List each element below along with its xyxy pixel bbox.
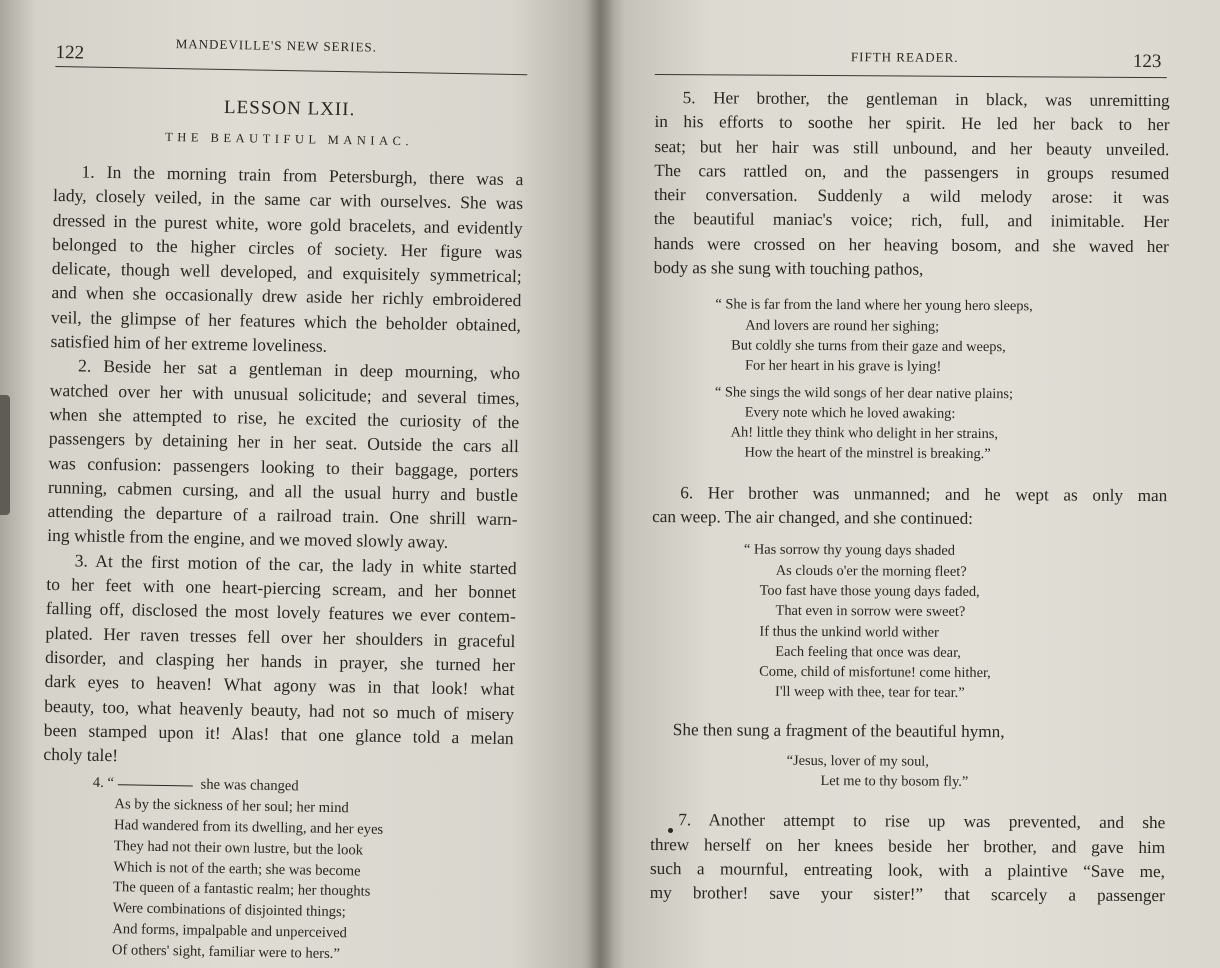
text-line: choly tale! xyxy=(43,744,119,766)
text-line: the beautiful maniac's voice; rich, full, and inimitable. Her xyxy=(653,209,1169,232)
paragraph-2 xyxy=(47,353,520,556)
text-line: 7. Another attempt to rise up was prevented, and she xyxy=(678,810,1166,833)
poem-line: Each feeling that once was dear, xyxy=(775,643,961,661)
poem-c xyxy=(743,540,1167,705)
poem-line: Ah! little they think who delight in her strains, xyxy=(730,424,999,443)
paragraph-7 xyxy=(650,808,1166,908)
poem-line: That even in sorrow were sweet? xyxy=(775,602,966,621)
poem-line: “ Has sorrow thy young days shaded xyxy=(743,541,955,560)
poem-4 xyxy=(40,772,513,967)
poem-line: “Jesus, lover of my soul, xyxy=(786,752,929,770)
text-line: and when she occasionally drew aside her richly embroidered xyxy=(51,282,522,311)
text-line: running, cabmen cursing, and all the usual hurry and bustle xyxy=(47,476,519,505)
text-line: 2. Beside her sat a gentleman in deep mourning, who xyxy=(77,355,521,384)
em-dash-rule xyxy=(118,784,193,786)
poem-line: Which is not of the earth; she was become xyxy=(113,858,361,880)
poem-line: For her heart in his grave is lying! xyxy=(744,357,942,376)
poem-line: “ She sings the wild songs of her dear native plains; xyxy=(714,383,1014,402)
poem-line: And lovers are round her sighing; xyxy=(745,317,940,335)
text-line: can weep. The air changed, and she continued: xyxy=(652,507,974,528)
poem-line: As by the sickness of her soul; her mind xyxy=(114,796,349,817)
text-line: 3. At the first motion of the car, the lady in white started xyxy=(74,550,517,578)
right-running-title: FIFTH READER. xyxy=(850,49,959,65)
text-line: falling off, disclosed the most lovely features we ever contem- xyxy=(45,598,517,627)
lesson-subtitle: THE BEAUTIFUL MANIAC. xyxy=(165,129,414,149)
poem-line: They had not their own lustre, but the look xyxy=(113,837,364,859)
poem-d xyxy=(786,751,1165,794)
text-line: was confusion: passengers looking to their baggage, porters xyxy=(48,452,519,481)
ink-speck xyxy=(668,828,673,833)
text-line: 1. In the morning train from Petersburgh, there was a xyxy=(81,161,524,190)
text-line: veil, the glimpse of her features which the beholder obtained, xyxy=(50,306,522,335)
right-page-content xyxy=(650,46,1170,909)
poem-line: But coldly she turns from their gaze and weeps, xyxy=(731,337,1006,356)
text-line: been stamped upon it! Alas! that one glance told a melan xyxy=(43,719,514,748)
page-clip xyxy=(0,395,10,515)
paragraph-1 xyxy=(50,159,523,362)
text-line: disorder, and clasping her hands in prayer, she turned her xyxy=(44,646,516,676)
text-line: beauty, too, what heavenly beauty, had not so much of misery xyxy=(44,695,515,724)
text-line: ing whistle from the engine, and we moved slowly away. xyxy=(47,525,449,553)
poem-line: Every note which he loved awaking: xyxy=(744,404,956,422)
text-line: dressed in the purest white, wore gold bracelets, and evidently xyxy=(52,209,523,238)
paragraph-3 xyxy=(43,548,517,775)
text-line: delicate, though well developed, and exquisitely symmetrical; xyxy=(51,258,522,287)
paragraph-6 xyxy=(652,481,1167,533)
poem-line: The queen of a fantastic realm; her thoughts xyxy=(112,879,371,901)
text-line: such a mournful, entreating look, with a plaintive “Save me, xyxy=(649,858,1166,882)
poem-b xyxy=(714,382,1167,466)
poem-line: Come, child of misfortune! come hither, xyxy=(759,663,991,682)
text-line: their conversation. Suddenly a wild melody arose: it was xyxy=(654,185,1170,208)
text-line: to her feet with one heart-piercing scream, and her bonnet xyxy=(46,573,517,603)
left-page-number: 122 xyxy=(55,41,85,64)
text-line: in his efforts to soothe her spirit. He led her back to her xyxy=(654,112,1170,135)
text-line: satisfied him of her extreme loveliness. xyxy=(50,331,328,356)
text-line: threw herself on her knees beside her brother, and gave him xyxy=(650,834,1166,857)
text-line: my brother! save your sister!” that scarcely a passenger xyxy=(649,883,1165,906)
book-gutter xyxy=(588,0,614,968)
poem-a xyxy=(715,295,1168,379)
right-page-number: 123 xyxy=(1132,50,1162,73)
poem-line: “ She is far from the land where her young hero sleeps, xyxy=(715,296,1033,315)
text-line: 5. Her brother, the gentleman in black, was unremitting xyxy=(682,88,1170,111)
poem-line: How the heart of the minstrel is breaking.” xyxy=(744,445,991,463)
paragraph-5 xyxy=(654,86,1170,284)
text-line: The cars rattled on, and the passengers in groups resumed xyxy=(654,160,1170,184)
text-line: passengers by detaining her in her seat. Outside the cars all xyxy=(48,428,519,457)
left-page-content xyxy=(40,30,526,968)
hymn-intro: She then sung a fragment of the beautiful hymn, xyxy=(672,719,1005,741)
poem-line: Too fast have those young days faded, xyxy=(759,582,980,600)
poem-line: As clouds o'er the morning fleet? xyxy=(775,562,967,580)
poem-4-number: 4. “ xyxy=(92,775,115,792)
left-running-title: MANDEVILLE'S NEW SERIES. xyxy=(175,36,378,55)
right-page xyxy=(600,0,1220,968)
text-line: attending the departure of a railroad train. One shrill warn- xyxy=(47,501,518,530)
lesson-title: LESSON LXII. xyxy=(223,96,356,121)
poem-line: Were combinations of disjointed things; xyxy=(112,900,346,921)
poem-line: Let me to thy bosom fly.” xyxy=(820,773,969,790)
text-line: watched over her with unusual solicitude; and several times, xyxy=(49,379,520,408)
text-line: hands were crossed on her heaving bosom, and she waved her xyxy=(653,233,1169,256)
text-line: body as she sung with touching pathos, xyxy=(653,258,924,279)
left-header-rule xyxy=(55,66,527,75)
poem-line: Of others' sight, familiar were to hers.” xyxy=(111,941,341,962)
poem-line: If thus the unkind world wither xyxy=(759,623,939,641)
text-line: seat; but her hair was still unbound, and her beauty unveiled. xyxy=(654,136,1170,159)
text-line: belonged to the higher circles of society. Her figure was xyxy=(52,233,523,263)
poem-4-first: she was changed xyxy=(200,777,299,795)
text-line: lady, closely veiled, in the same car with ourselves. She was xyxy=(52,185,524,214)
right-header-rule xyxy=(655,74,1167,78)
right-running-header xyxy=(655,46,1170,77)
poem-line: And forms, impalpable and unperceived xyxy=(112,921,348,942)
text-line: when she attempted to rise, he excited the curiosity of the xyxy=(49,403,520,433)
poem-line: Had wandered from its dwelling, and her eyes xyxy=(113,817,384,838)
text-line: plated. Her raven tresses fell over her shoulders in graceful xyxy=(45,622,516,651)
poem-line: I'll weep with thee, tear for tear.” xyxy=(775,684,965,702)
text-line: 6. Her brother was unmanned; and he wept as only man xyxy=(680,482,1168,505)
left-page xyxy=(0,0,600,968)
left-running-header xyxy=(55,30,525,68)
text-line: dark eyes to heaven! What agony was in that look! what xyxy=(44,671,515,700)
